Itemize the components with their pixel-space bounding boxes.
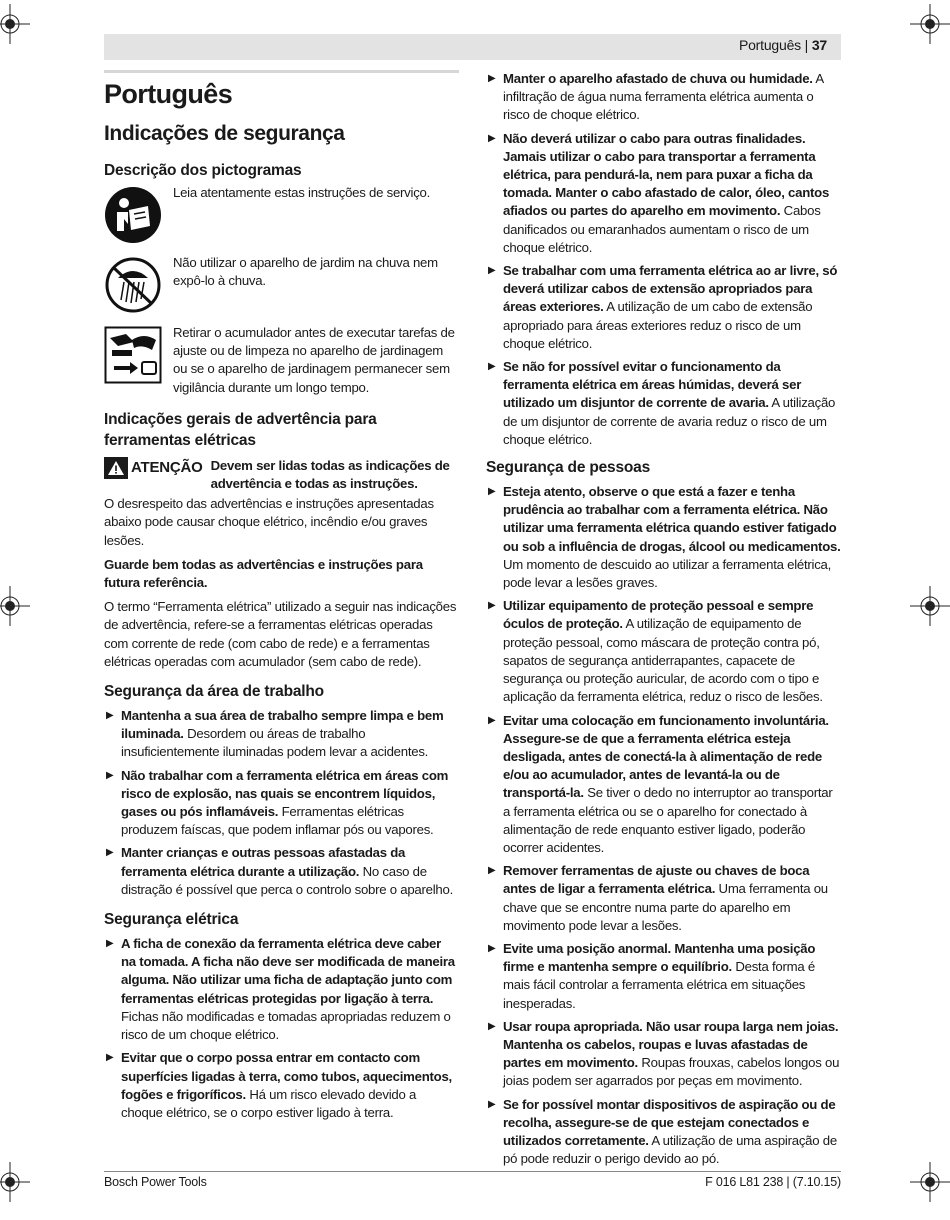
list-item: ▶ Se for possível montar dispositivos de aspiração ou de recolha, assegure-se de que estejam conectados e utilizados corretamente. A utilização de uma aspiração de pó pode reduzir o perigo devido ao pó.	[486, 1096, 841, 1169]
page-number: 37	[811, 37, 827, 53]
personal-safety-list	[486, 483, 841, 1168]
list-item: ▶ Usar roupa apropriada. Não usar roupa larga nem joias. Mantenha os cabelos, roupas e luvas afastadas de partes em movimento. Roupas frouxas, cabelos longos ou joias podem ser agarrados por peças em movimento.	[486, 1018, 841, 1091]
read-manual-icon	[104, 186, 162, 244]
list-item: ▶ Não trabalhar com a ferramenta elétrica em áreas com risco de explosão, nas quais se encontrem líquidos, gases ou pós inflamáveis. Ferramentas elétricas produzem faíscas, que podem inflamar pós ou vapores.	[104, 767, 459, 840]
list-item: ▶ Não deverá utilizar o cabo para outras finalidades. Jamais utilizar o cabo para transportar a ferramenta elétrica, para pendurá-la, nem para puxar a ficha da tomada. Manter o cabo afastado de calor, óleo, cantos afiados ou partes do aparelho em movimento. Cabos danificados ou emaranhados aumentam o risco de um choque elétrico.	[486, 130, 841, 257]
header-language: Português	[738, 37, 801, 53]
pictogram-text: Não utilizar o aparelho de jardim na chuva nem expô-lo à chuva.	[173, 255, 438, 289]
paragraph: O desrespeito das advertências e instruções apresentadas abaixo pode causar choque elétrico, incêndio e/ou graves lesões.	[104, 496, 434, 548]
remove-battery-icon	[104, 326, 162, 384]
list-item: ▶ Se não for possível evitar o funcionamento da ferramenta elétrica em áreas húmidas, deverá ser utilizado um disjuntor de corrente de avaria. A utilização de um disjuntor de corrente de avaria reduz o risco de um choque elétrico.	[486, 358, 841, 449]
column-top-rule	[104, 70, 459, 73]
footer-doc-id: F 016 L81 238 | (7.10.15)	[705, 1175, 841, 1189]
footer-brand: Bosch Power Tools	[104, 1175, 207, 1189]
list-item: ▶ Remover ferramentas de ajuste ou chaves de boca antes de ligar a ferramenta elétrica. Uma ferramenta ou chave que se encontre numa parte do aparelho em movimento pode levar a lesões.	[486, 862, 841, 935]
registration-mark-icon	[0, 586, 30, 626]
left-column	[104, 70, 459, 1132]
paragraph-bold: Guarde bem todas as advertências e instruções para futura referência.	[104, 556, 423, 591]
footer-rule	[104, 1171, 841, 1172]
pictogram-row	[104, 256, 459, 314]
list-item: ▶ Mantenha a sua área de trabalho sempre limpa e bem iluminada. Desordem ou áreas de trabalho insuficientemente iluminadas podem levar a acidentes.	[104, 707, 459, 762]
work-area-list	[104, 707, 459, 899]
general-warnings-heading: Indicações gerais de advertência para ferramentas elétricas	[104, 410, 377, 449]
registration-mark-icon	[910, 1162, 950, 1202]
list-item: ▶ Utilizar equipamento de proteção pessoal e sempre óculos de proteção. A utilização de equipamento de proteção pessoal, como máscara de proteção contra pó, sapatos de segurança antiderrapantes, capacete de segurança ou proteção auricular, de acordo com o tipo e aplicação da ferramenta elétrica, reduz o risco de lesões.	[486, 597, 841, 706]
section-title: Indicações de segurança	[104, 122, 345, 145]
pictogram-text: Leia atentamente estas instruções de serviço.	[173, 185, 431, 200]
electrical-safety-list-continued	[486, 70, 841, 449]
pictogram-text: Retirar o acumulador antes de executar tarefas de ajuste ou de limpeza no aparelho de jardinagem ou se o aparelho de jardinagem permanecer sem vigilância durante um longo tempo.	[173, 325, 455, 395]
page-title: Português	[104, 79, 233, 109]
pictogram-heading: Descrição dos pictogramas	[104, 162, 302, 179]
paragraph: O termo “Ferramenta elétrica” utilizado a seguir nas indicações de advertência, refere-se a ferramentas elétricas operadas com corrente de rede (com cabo de rede) e a ferramentas elétricas operadas com acumulador (sem cabo de rede).	[104, 599, 457, 669]
warning-triangle-icon	[104, 457, 128, 479]
list-item: ▶ Manter crianças e outras pessoas afastadas da ferramenta elétrica durante a utilização. No caso de distração é possível que perca o controlo sobre o aparelho.	[104, 844, 459, 899]
work-area-heading: Segurança da área de trabalho	[104, 683, 324, 701]
no-rain-icon	[104, 256, 162, 314]
registration-mark-icon	[0, 4, 30, 44]
registration-mark-icon	[910, 586, 950, 626]
list-item: ▶ Esteja atento, observe o que está a fazer e tenha prudência ao trabalhar com a ferramenta elétrica. Não utilizar uma ferramenta elétrica quando estiver fatigado ou sob a influência de drogas, álcool ou medicamentos. Um momento de descuido ao utilizar a ferramenta elétrica, pode levar a lesões graves.	[486, 483, 841, 592]
registration-mark-icon	[0, 1162, 30, 1202]
electrical-safety-list	[104, 935, 459, 1122]
list-item: ▶ Evitar uma colocação em funcionamento involuntária. Assegure-se de que a ferramenta elétrica esteja desligada, antes de conectá-la à alimentação de rede e/ou ao acumulador, antes de levantá-la ou de transportá-la. Se tiver o dedo no interruptor ao transportar a ferramenta elétrica ou se o aparelho for conectado à alimentação de rede enquanto estiver ligado, poderão ocorrer acidentes.	[486, 712, 841, 858]
warning-badge	[104, 457, 203, 479]
list-item: ▶ Evite uma posição anormal. Mantenha uma posição firme e mantenha sempre o equilíbrio. Desta forma é mais fácil controlar a ferramenta elétrica em situações inesperadas.	[486, 940, 841, 1013]
list-item: ▶ Evitar que o corpo possa entrar em contacto com superfícies ligadas à terra, como tubos, aquecimentos, fogões e frigoríficos. Há um risco elevado devido a choque elétrico, se o corpo estiver ligado à terra.	[104, 1049, 459, 1122]
warning-word: ATENÇÃO	[131, 459, 203, 477]
personal-safety-heading: Segurança de pessoas	[486, 459, 650, 477]
list-item: ▶ Se trabalhar com uma ferramenta elétrica ao ar livre, só deverá utilizar cabos de extensão apropriados para áreas exteriores. A utilização de um cabo de extensão apropriado para áreas exteriores reduz o risco de um choque elétrico.	[486, 262, 841, 353]
pictogram-row	[104, 326, 459, 397]
warning-block	[104, 457, 459, 493]
page-header	[104, 34, 841, 60]
electrical-safety-heading: Segurança elétrica	[104, 911, 239, 929]
header-text: Português | 37	[738, 37, 827, 53]
right-column	[486, 70, 841, 1178]
registration-mark-icon	[910, 4, 950, 44]
warning-text: Devem ser lidas todas as indicações de advertência e todas as instruções.	[210, 457, 450, 492]
list-item: ▶ A ficha de conexão da ferramenta elétrica deve caber na tomada. A ficha não deve ser modificada de maneira alguma. Não utilizar uma ficha de adaptação junto com ferramentas elétricas protegidas por ligação à terra. Fichas não modificadas e tomadas apropriadas reduzem o risco de um choque elétrico.	[104, 935, 459, 1044]
list-item: ▶ Manter o aparelho afastado de chuva ou humidade. A infiltração de água numa ferramenta elétrica aumenta o risco de choque elétrico.	[486, 70, 841, 125]
pictogram-row	[104, 186, 459, 244]
